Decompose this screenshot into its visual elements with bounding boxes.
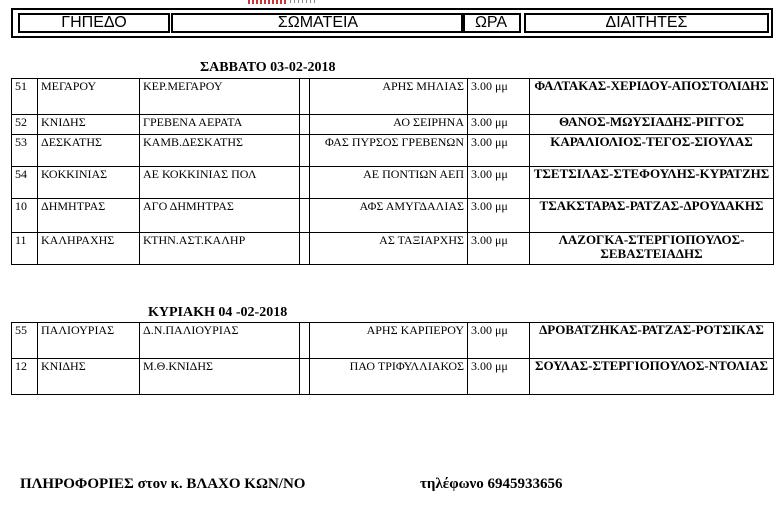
header-referees: ΔΙΑΙΤΗΤΕΣ [524,13,769,33]
match-number: 10 [12,199,38,233]
match-number: 11 [12,233,38,265]
sunday-title: ΚΥΡΙΑΚΗ 04 -02-2018 [148,305,288,320]
match-number: 53 [12,135,38,167]
match-referees: ΛΑΖΟΓΚΑ-ΣΤΕΡΓΙΟΠΟΥΛΟΣ-ΣΕΒΑΣΤΕΙΑΔΗΣ [530,233,774,265]
away-team: ΑΣ ΤΑΞΙΑΡΧΗΣ [310,233,468,265]
match-referees: ΣΟΥΛΑΣ-ΣΤΕΡΓΙΟΠΟΥΛΟΣ-ΝΤΟΛΙΑΣ [530,359,774,395]
away-team: ΦΑΣ ΠΥΡΣΟΣ ΓΡΕΒΕΝΩΝ [310,135,468,167]
row-gap [300,135,310,167]
match-time: 3.00 μμ [468,135,530,167]
column-header-bar [11,8,773,38]
header-time: ΩΡΑ [461,13,521,33]
header-decoration-faint [290,0,315,3]
home-team: ΚΑΜΒ.ΔΕΣΚΑΤΗΣ [140,135,300,167]
match-row [12,135,774,167]
match-venue: ΚΝΙΔΗΣ [38,115,140,135]
row-gap [300,167,310,199]
match-venue: ΚΑΛΗΡΑΧΗΣ [38,233,140,265]
saturday-rows [12,79,774,265]
match-row [12,233,774,265]
home-team: ΓΡΕΒΕΝΑ ΑΕΡΑΤΑ [140,115,300,135]
match-time: 3.00 μμ [468,359,530,395]
row-gap [300,323,310,359]
row-gap [300,79,310,115]
away-team: ΑΕ ΠΟΝΤΙΩΝ ΑΕΠ [310,167,468,199]
match-row [12,323,774,359]
footer-phone: τηλέφωνο 6945933656 [420,476,563,492]
home-team: ΚΕΡ.ΜΕΓΑΡΟΥ [140,79,300,115]
match-row [12,167,774,199]
match-time: 3.00 μμ [468,199,530,233]
match-row [12,359,774,395]
match-time: 3.00 μμ [468,167,530,199]
match-time: 3.00 μμ [468,79,530,115]
match-time: 3.00 μμ [468,323,530,359]
match-venue: ΠΑΛΙΟΥΡΙΑΣ [38,323,140,359]
match-row [12,199,774,233]
sunday-table [11,322,774,395]
match-referees: ΤΣΕΤΣΙΛΑΣ-ΣΤΕΦΟΥΛΗΣ-ΚΥΡΑΤΖΗΣ [530,167,774,199]
sunday-rows [12,323,774,395]
away-team: ΑΟ ΣΕΙΡΗΝΑ [310,115,468,135]
match-referees: ΘΑΝΟΣ-ΜΩΥΣΙΑΔΗΣ-ΡΙΓΓΟΣ [530,115,774,135]
match-venue: ΔΗΜΗΤΡΑΣ [38,199,140,233]
match-row [12,115,774,135]
home-team: Μ.Θ.ΚΝΙΔΗΣ [140,359,300,395]
away-team: ΑΡΗΣ ΜΗΛΙΑΣ [310,79,468,115]
match-referees: ΔΡΟΒΑΤΖΗΚΑΣ-ΡΑΤΖΑΣ-ΡΟΤΣΙΚΑΣ [530,323,774,359]
match-venue: ΚΝΙΔΗΣ [38,359,140,395]
row-gap [300,115,310,135]
away-team: ΠΑΟ ΤΡΙΦΥΛΛΙΑΚΟΣ [310,359,468,395]
saturday-title: ΣΑΒΒΑΤΟ 03-02-2018 [200,60,336,75]
footer-info: ΠΛΗΡΟΦΟΡΙΕΣ στον κ. ΒΛΑΧΟ ΚΩΝ/ΝΟ [20,476,306,492]
away-team: ΑΡΗΣ ΚΑΡΠΕΡΟΥ [310,323,468,359]
match-number: 55 [12,323,38,359]
home-team: ΚΤΗΝ.ΑΣΤ.ΚΑΛΗΡ [140,233,300,265]
row-gap [300,359,310,395]
match-number: 12 [12,359,38,395]
match-venue: ΚΟΚΚΙΝΙΑΣ [38,167,140,199]
match-number: 51 [12,79,38,115]
match-row [12,79,774,115]
match-venue: ΔΕΣΚΑΤΗΣ [38,135,140,167]
saturday-table [11,78,774,265]
header-teams: ΣΩΜΑΤΕΙΑ [171,13,465,33]
match-venue: ΜΕΓΑΡΟΥ [38,79,140,115]
row-gap [300,199,310,233]
match-number: 52 [12,115,38,135]
match-referees: ΚΑΡΑΛΙΟΛΙΟΣ-ΤΕΓΟΣ-ΣΙΟΥΛΑΣ [530,135,774,167]
match-time: 3.00 μμ [468,233,530,265]
match-time: 3.00 μμ [468,115,530,135]
away-team: ΑΦΣ ΑΜΥΓΔΑΛΙΑΣ [310,199,468,233]
row-gap [300,233,310,265]
home-team: Δ.Ν.ΠΑΛΙΟΥΡΙΑΣ [140,323,300,359]
home-team: ΑΕ ΚΟΚΚΙΝΙΑΣ ΠΟΛ [140,167,300,199]
home-team: ΑΓΟ ΔΗΜΗΤΡΑΣ [140,199,300,233]
match-number: 54 [12,167,38,199]
header-stadium: ΓΗΠΕΔΟ [18,13,170,33]
match-referees: ΤΣΑΚΣΤΑΡΑΣ-ΡΑΤΖΑΣ-ΔΡΟΥΔΑΚΗΣ [530,199,774,233]
match-referees: ΦΑΛΤΑΚΑΣ-ΧΕΡΙΔΟΥ-ΑΠΟΣΤΟΛΙΔΗΣ [530,79,774,115]
header-decoration [248,0,288,4]
